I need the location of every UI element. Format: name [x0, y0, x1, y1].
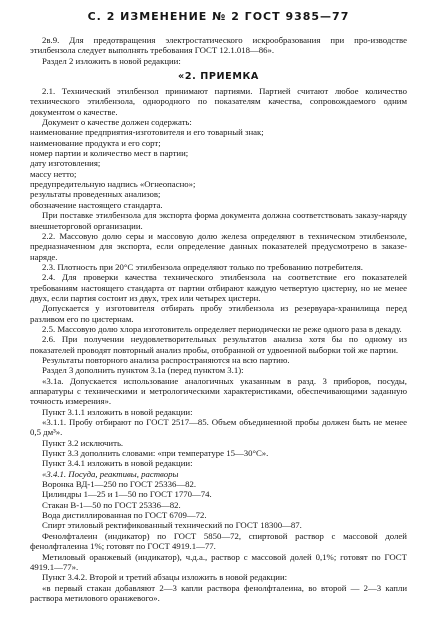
list-item: массу нетто; [30, 168, 77, 179]
paragraph-2v9: 2в.9. Для предотвращения электростатического искрообразования при про-изводстве этилбензола следует выполнять требования ГОСТ 12.1.018—86». [30, 35, 407, 56]
clause-2-6: 2.6. При получении неудовлетворительных результатов анализа хотя бы по одному из показателей проводят повторный анализ пробы, отобранной от удвоенной выборки той же партии. [30, 334, 407, 355]
list-item: наименование предприятия-изготовителя и его товарный знак; [30, 127, 264, 138]
list-item: дату изготовления; [30, 158, 101, 169]
reagent-item: Цилиндры 1—25 и 1—50 по ГОСТ 1770—74. [42, 489, 212, 500]
section-title: «2. ПРИЕМКА [178, 71, 259, 83]
clause-3-4-1-intro: Пункт 3.4.1 изложить в новой редакции: [42, 458, 193, 469]
clause-2-5: 2.5. Массовую долю хлора изготовитель определяет периодически не реже одного раза в декаду. [42, 323, 402, 334]
clause-3-4-2-text: «в первый стакан добавляют 2—3 капли раствора фенолфталеина, во второй — 2—3 капли раствора метилового оранжевого». [30, 582, 407, 603]
clause-3-1-1: «3.1.1. Пробу отбирают по ГОСТ 2517—85. Объем объединенной пробы должен быть не менее 0,5 дм³». [30, 417, 407, 438]
clause-3-3: Пункт 3.3 дополнить словами: «при температуре 15—30°С». [42, 448, 269, 459]
section-3-amendment: Раздел 3 дополнить пунктом 3.1а (перед пунктом 3.1): [42, 365, 244, 376]
clause-3-1a: «3.1а. Допускается использование аналогичных указанным в разд. 3 приборов, посуды, аппаратуры с техническими и метрологическими характеристиками, обеспечивающими заданную точность измерения». [30, 375, 407, 407]
list-item: обозначение настоящего стандарта. [30, 199, 163, 210]
export-paragraph: При поставке этилбензола для экспорта форма документа должна соответствовать заказу-наряду внешнеторговой организации. [30, 210, 407, 231]
reagent-item: Спирт этиловый ректификованный технический по ГОСТ 18300—87. [42, 520, 302, 531]
list-item: результаты проведенных анализов; [30, 189, 161, 200]
clause-2-3: 2.3. Плотность при 20°С этилбензола определяют только по требованию потребителя. [42, 261, 363, 272]
clause-2-1: 2.1. Технический этилбензол принимают партиями. Партией считают любое количество технического этилбензола, однородного по показателям качества, сопровождаемого одним документом о качестве. [30, 86, 407, 117]
list-item: предупредительную надпись «Огнеопасно»; [30, 179, 196, 190]
repeat-results-paragraph: Результаты повторного анализа распространяются на всю партию. [42, 354, 290, 365]
reagent-item: Воронка ВД-1—250 по ГОСТ 25336—82. [42, 479, 197, 490]
reagent-item: Стакан В-1—50 по ГОСТ 25336—82. [42, 499, 181, 510]
clause-3-4-2-intro: Пункт 3.4.2. Второй и третий абзацы изложить в новой редакции: [42, 572, 288, 583]
list-item: номер партии и количество мест в партии; [30, 148, 189, 159]
clause-3-2: Пункт 3.2 исключить. [42, 437, 124, 448]
clause-2-2: 2.2. Массовую долю серы и массовую долю железа определяют в техническом этилбензоле, предназначенном для экспорта, если определение данных показателей предусмотрено в заказе-наряде. [30, 230, 407, 262]
clause-3-1-1-intro: Пункт 3.1.1 изложить в новой редакции: [42, 406, 193, 417]
clause-3-4-1-heading: «3.4.1. Посуда, реактивы, растворы [42, 468, 179, 479]
reagent-item: Вода дистиллированная по ГОСТ 6709—72. [42, 510, 207, 521]
page-header: С. 2 ИЗМЕНЕНИЕ № 2 ГОСТ 9385—77 [87, 10, 350, 23]
section-2-intro: Раздел 2 изложить в новой редакции: [42, 55, 181, 66]
reagent-item: Метиловый оранжевый (индикатор), ч.д.а., раствор с массовой долей 0,1%; готовят по ГОСТ 4919.1—77». [30, 551, 407, 572]
reagent-item: Фенолфталеин (индикатор) по ГОСТ 5850—72, спиртовой раствор с массовой долей фенолфталеина 1%; готовят по ГОСТ 4919.1—77. [30, 530, 407, 552]
document-contents-intro: Документ о качестве должен содержать: [42, 117, 192, 128]
tank-sampling-paragraph: Допускается у изготовителя отбирать пробу этилбензола из резервуара-хранилища перед разливом его по цистернам. [30, 303, 407, 324]
list-item: наименование продукта и его сорт; [30, 137, 161, 148]
clause-2-4: 2.4. Для проверки качества технического этилбензола на соответствие его показателей требованиям настоящего стандарта от партии отбирают каждую четвертую цистерну, но не менее двух, если партия состоит из двух, трех или четырех цистерн. [30, 272, 407, 303]
